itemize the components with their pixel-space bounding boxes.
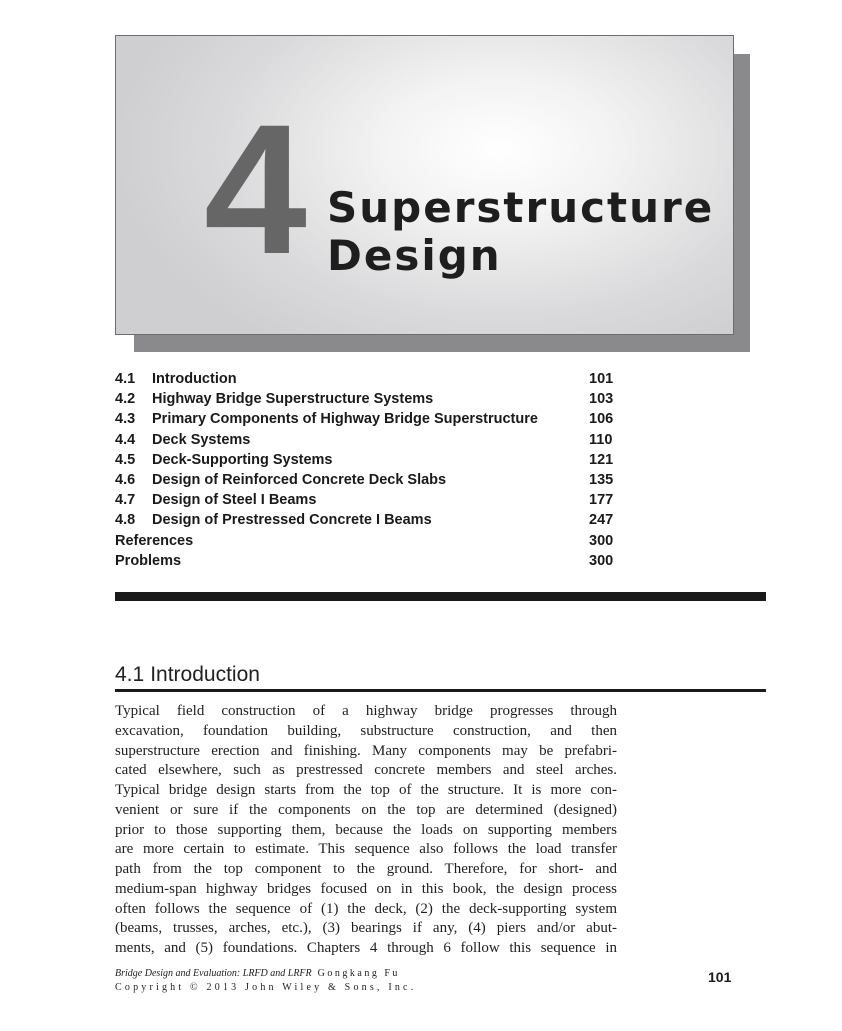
page-footer xyxy=(115,967,416,995)
chapter-number: 4 xyxy=(204,87,301,293)
toc-entry xyxy=(115,470,625,490)
text-line: ments, and (5) foundations. Chapters 4 through 6 follow this sequence in xyxy=(115,940,617,956)
section-heading-rule xyxy=(115,689,766,692)
toc-divider xyxy=(115,592,766,601)
section-number: 4.1 xyxy=(115,663,145,686)
toc-entry-number: 4.4 xyxy=(115,431,136,448)
chapter-title-line: Superstructure xyxy=(327,183,715,232)
toc-entry-page: 300 xyxy=(589,532,614,549)
footer-author: Gongkang Fu xyxy=(317,968,400,979)
toc-entry-title: Design of Reinforced Concrete Deck Slabs xyxy=(152,471,447,488)
toc-entry-title: Design of Steel I Beams xyxy=(152,492,317,509)
toc-entry-title: Highway Bridge Superstructure Systems xyxy=(152,391,434,408)
toc-entry-references xyxy=(115,531,625,551)
toc-entry xyxy=(115,409,625,429)
text-line: path from the top component to the ground. Therefore, for short- and xyxy=(115,861,617,877)
toc-entry-title: Design of Prestressed Concrete I Beams xyxy=(152,512,432,529)
table-of-contents xyxy=(115,369,625,571)
toc-entry xyxy=(115,369,625,389)
toc-entry-page: 103 xyxy=(589,391,614,408)
toc-entry-number: 4.5 xyxy=(115,451,136,468)
toc-entry xyxy=(115,490,625,510)
text-line: cated elsewhere, such as prestressed concrete members and steel arches. xyxy=(115,762,617,779)
toc-entry-title: Primary Components of Highway Bridge Superstructure xyxy=(152,411,538,428)
text-line: prior to those supporting them, because the loads on supporting members xyxy=(115,821,617,838)
toc-entry-number: 4.7 xyxy=(115,492,136,509)
toc-entry xyxy=(115,430,625,450)
toc-entry-title: Deck-Supporting Systems xyxy=(152,451,333,468)
text-line: are more certain to estimate. This sequence also follows the load transfer xyxy=(115,841,617,858)
text-line: superstructure erection and finishing. Many components may be prefabri- xyxy=(115,742,617,759)
toc-entry-page: 121 xyxy=(589,451,614,468)
toc-entry-problems xyxy=(115,551,625,571)
section-title: Introduction xyxy=(150,663,260,686)
toc-entry-title: Introduction xyxy=(152,371,237,387)
toc-entry-number: 4.3 xyxy=(115,411,136,428)
text-line: (beams, trusses, arches, etc.), (3) bearings if any, (4) piers and/or abut- xyxy=(115,920,617,937)
toc-entry-page: 110 xyxy=(589,431,613,448)
toc-entry-number: 4.2 xyxy=(115,391,136,408)
toc-entry-number: 4.1 xyxy=(115,371,136,387)
toc-entry xyxy=(115,389,625,409)
toc-entry-title: References xyxy=(115,532,194,549)
text-line: Typical bridge design starts from the top of the structure. It is more con- xyxy=(115,782,617,798)
toc-entry xyxy=(115,510,625,530)
text-line: venient or sure if the components on the top are determined (designed) xyxy=(115,801,617,818)
toc-entry xyxy=(115,450,625,470)
toc-entry-title: Problems xyxy=(115,552,182,569)
toc-entry-page: 177 xyxy=(589,492,614,509)
section-heading xyxy=(115,662,766,688)
chapter-title xyxy=(327,184,714,280)
text-line: medium-span highway bridges focused on in this book, the design process xyxy=(115,880,617,897)
toc-entry-page: 106 xyxy=(589,411,614,428)
toc-entry-page: 300 xyxy=(589,552,614,569)
toc-entry-page: 135 xyxy=(589,471,614,488)
footer-book-title: Bridge Design and Evaluation: LRFD and LRFR xyxy=(115,968,312,979)
text-line: excavation, foundation building, substructure construction, and then xyxy=(115,722,617,739)
page-number: 101 xyxy=(708,969,732,985)
toc-entry-page: 101 xyxy=(589,371,614,387)
toc-entry-page: 247 xyxy=(589,512,614,529)
text-line: often follows the sequence of (1) the deck, (2) the deck-supporting system xyxy=(115,900,617,917)
section-body-paragraph xyxy=(115,702,617,959)
text-line: Typical field construction of a highway bridge progresses through xyxy=(115,703,617,719)
chapter-header-box xyxy=(115,35,734,335)
chapter-title-line: Design xyxy=(327,231,502,280)
toc-entry-number: 4.8 xyxy=(115,512,136,529)
toc-entry-number: 4.6 xyxy=(115,471,136,488)
toc-entry-title: Deck Systems xyxy=(152,431,251,448)
footer-copyright: Copyright © 2013 John Wiley & Sons, Inc. xyxy=(115,982,417,993)
